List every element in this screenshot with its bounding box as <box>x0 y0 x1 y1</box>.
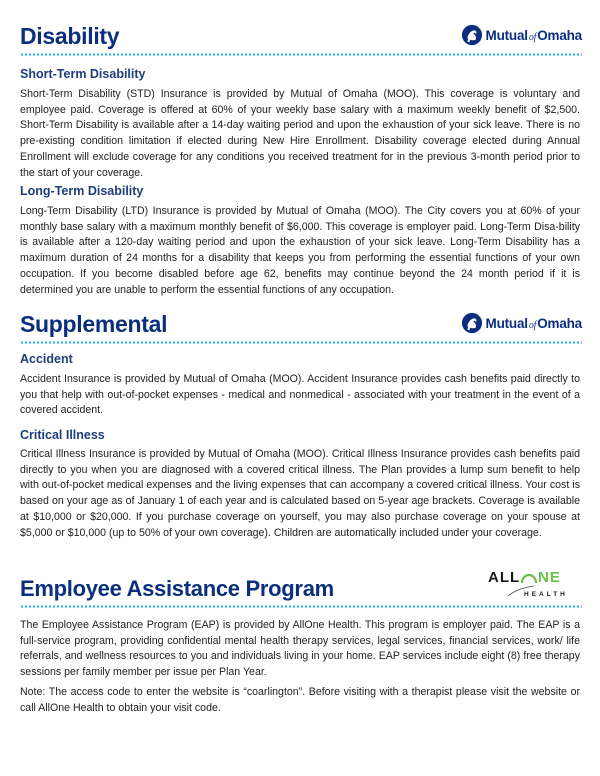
svg-text:ALL: ALL <box>488 569 521 586</box>
mutual-of-omaha-lion-icon <box>461 24 483 46</box>
supplemental-title: Supplemental <box>20 311 168 337</box>
disability-section-header <box>20 14 582 56</box>
dotted-divider <box>20 605 582 608</box>
mutual-of-omaha-logo <box>461 24 582 46</box>
long-term-disability-body: Long-Term Disability (LTD) Insurance is provided by Mutual of Omaha (MOO). The City covers you at 60% of your monthly base salary with a maximum monthly benefit of $6,000. This coverage is employer paid. Long-Term Disa-bility is available after a 120-day waiting period and upon the exhaustion of your sick leave. Long-Term Disability has a maximum duration of 24 months for a disability that keeps you from performing the essential functions of your own occupation. If you become disabled before age 62, benefits may continue beyond the 24 month period if it is determined you are unable to perform the essential functions of any occupation. <box>20 205 580 296</box>
accident-heading: Accident <box>20 352 73 366</box>
mutual-of-omaha-wordmark: MutualofOmaha <box>485 315 582 331</box>
mutual-of-omaha-logo <box>461 312 582 334</box>
long-term-disability-heading: Long-Term Disability <box>20 184 144 198</box>
accident-body: Accident Insurance is provided by Mutual of Omaha (MOO). Accident Insurance provides cash benefits paid directly to you that help with out-of-pocket expenses - medical and nonmedical - associated with your treatment in the event of a covered accident. <box>20 373 580 417</box>
eap-body: The Employee Assistance Program (EAP) is provided by AllOne Health. This program is employer paid. The EAP is a full-service program, providing confidential mental health therapy services, legal services, financial services, work/ life referrals, and wellness resources to you and individuals living in your home. EAP services include eight (8) free therapy sessions per family member per issue per Plan Year. <box>20 619 580 679</box>
mutual-of-omaha-lion-icon <box>461 312 483 334</box>
dotted-divider <box>20 341 582 344</box>
dotted-divider <box>20 53 582 56</box>
svg-text:HEALTH: HEALTH <box>524 591 568 598</box>
eap-section-header <box>20 566 582 608</box>
short-term-disability-heading: Short-Term Disability <box>20 67 146 81</box>
disability-title: Disability <box>20 23 120 49</box>
mutual-of-omaha-wordmark: MutualofOmaha <box>485 27 582 43</box>
critical-illness-body: Critical Illness Insurance is provided by Mutual of Omaha (MOO). Critical Illness Insurance provides cash benefits paid directly to you when you are diagnosed with a covered critical illness. The Plan provides a lump sum benefit to help with out-of-pocket medical expenses and the living expenses that can accompany a covered critical illness. Your cost is based on your age as of January 1 of each year and is calculated based on 5-year age brackets. Coverage is available at $10,000 or $20,000. If you purchase coverage on yourself, you may also purchase coverage on your spouse at $5,000 or $10,000 (up to 50% of your own coverage). Children are automatically included under your coverage. <box>20 448 580 539</box>
eap-title: Employee Assistance Program <box>20 576 334 601</box>
critical-illness-heading: Critical Illness <box>20 428 105 442</box>
short-term-disability-body: Short-Term Disability (STD) Insurance is provided by Mutual of Omaha (MOO). This coverage is voluntary and employee paid. Coverage is offered at 60% of your weekly base salary with a maximum weekly benefit of $2,500. Short-Term Disability is available after a 14-day waiting period and upon the exhaustion of your sick leave. There is no pre-existing condition limitation if elected during New Hire Enrollment. Disability coverage elected during Annual Enrollment will exclude coverage for any conditions you received treatment for in the previous 3-month period prior to the start of your coverage. <box>20 88 580 179</box>
svg-text:NE: NE <box>538 569 561 586</box>
eap-note: Note: The access code to enter the website is “coarlington”. Before visiting with a therapist please visit the website or call AllOne Health to obtain your visit code. <box>20 686 580 714</box>
supplemental-section-header <box>20 302 582 344</box>
allone-health-logo-icon <box>488 566 568 600</box>
